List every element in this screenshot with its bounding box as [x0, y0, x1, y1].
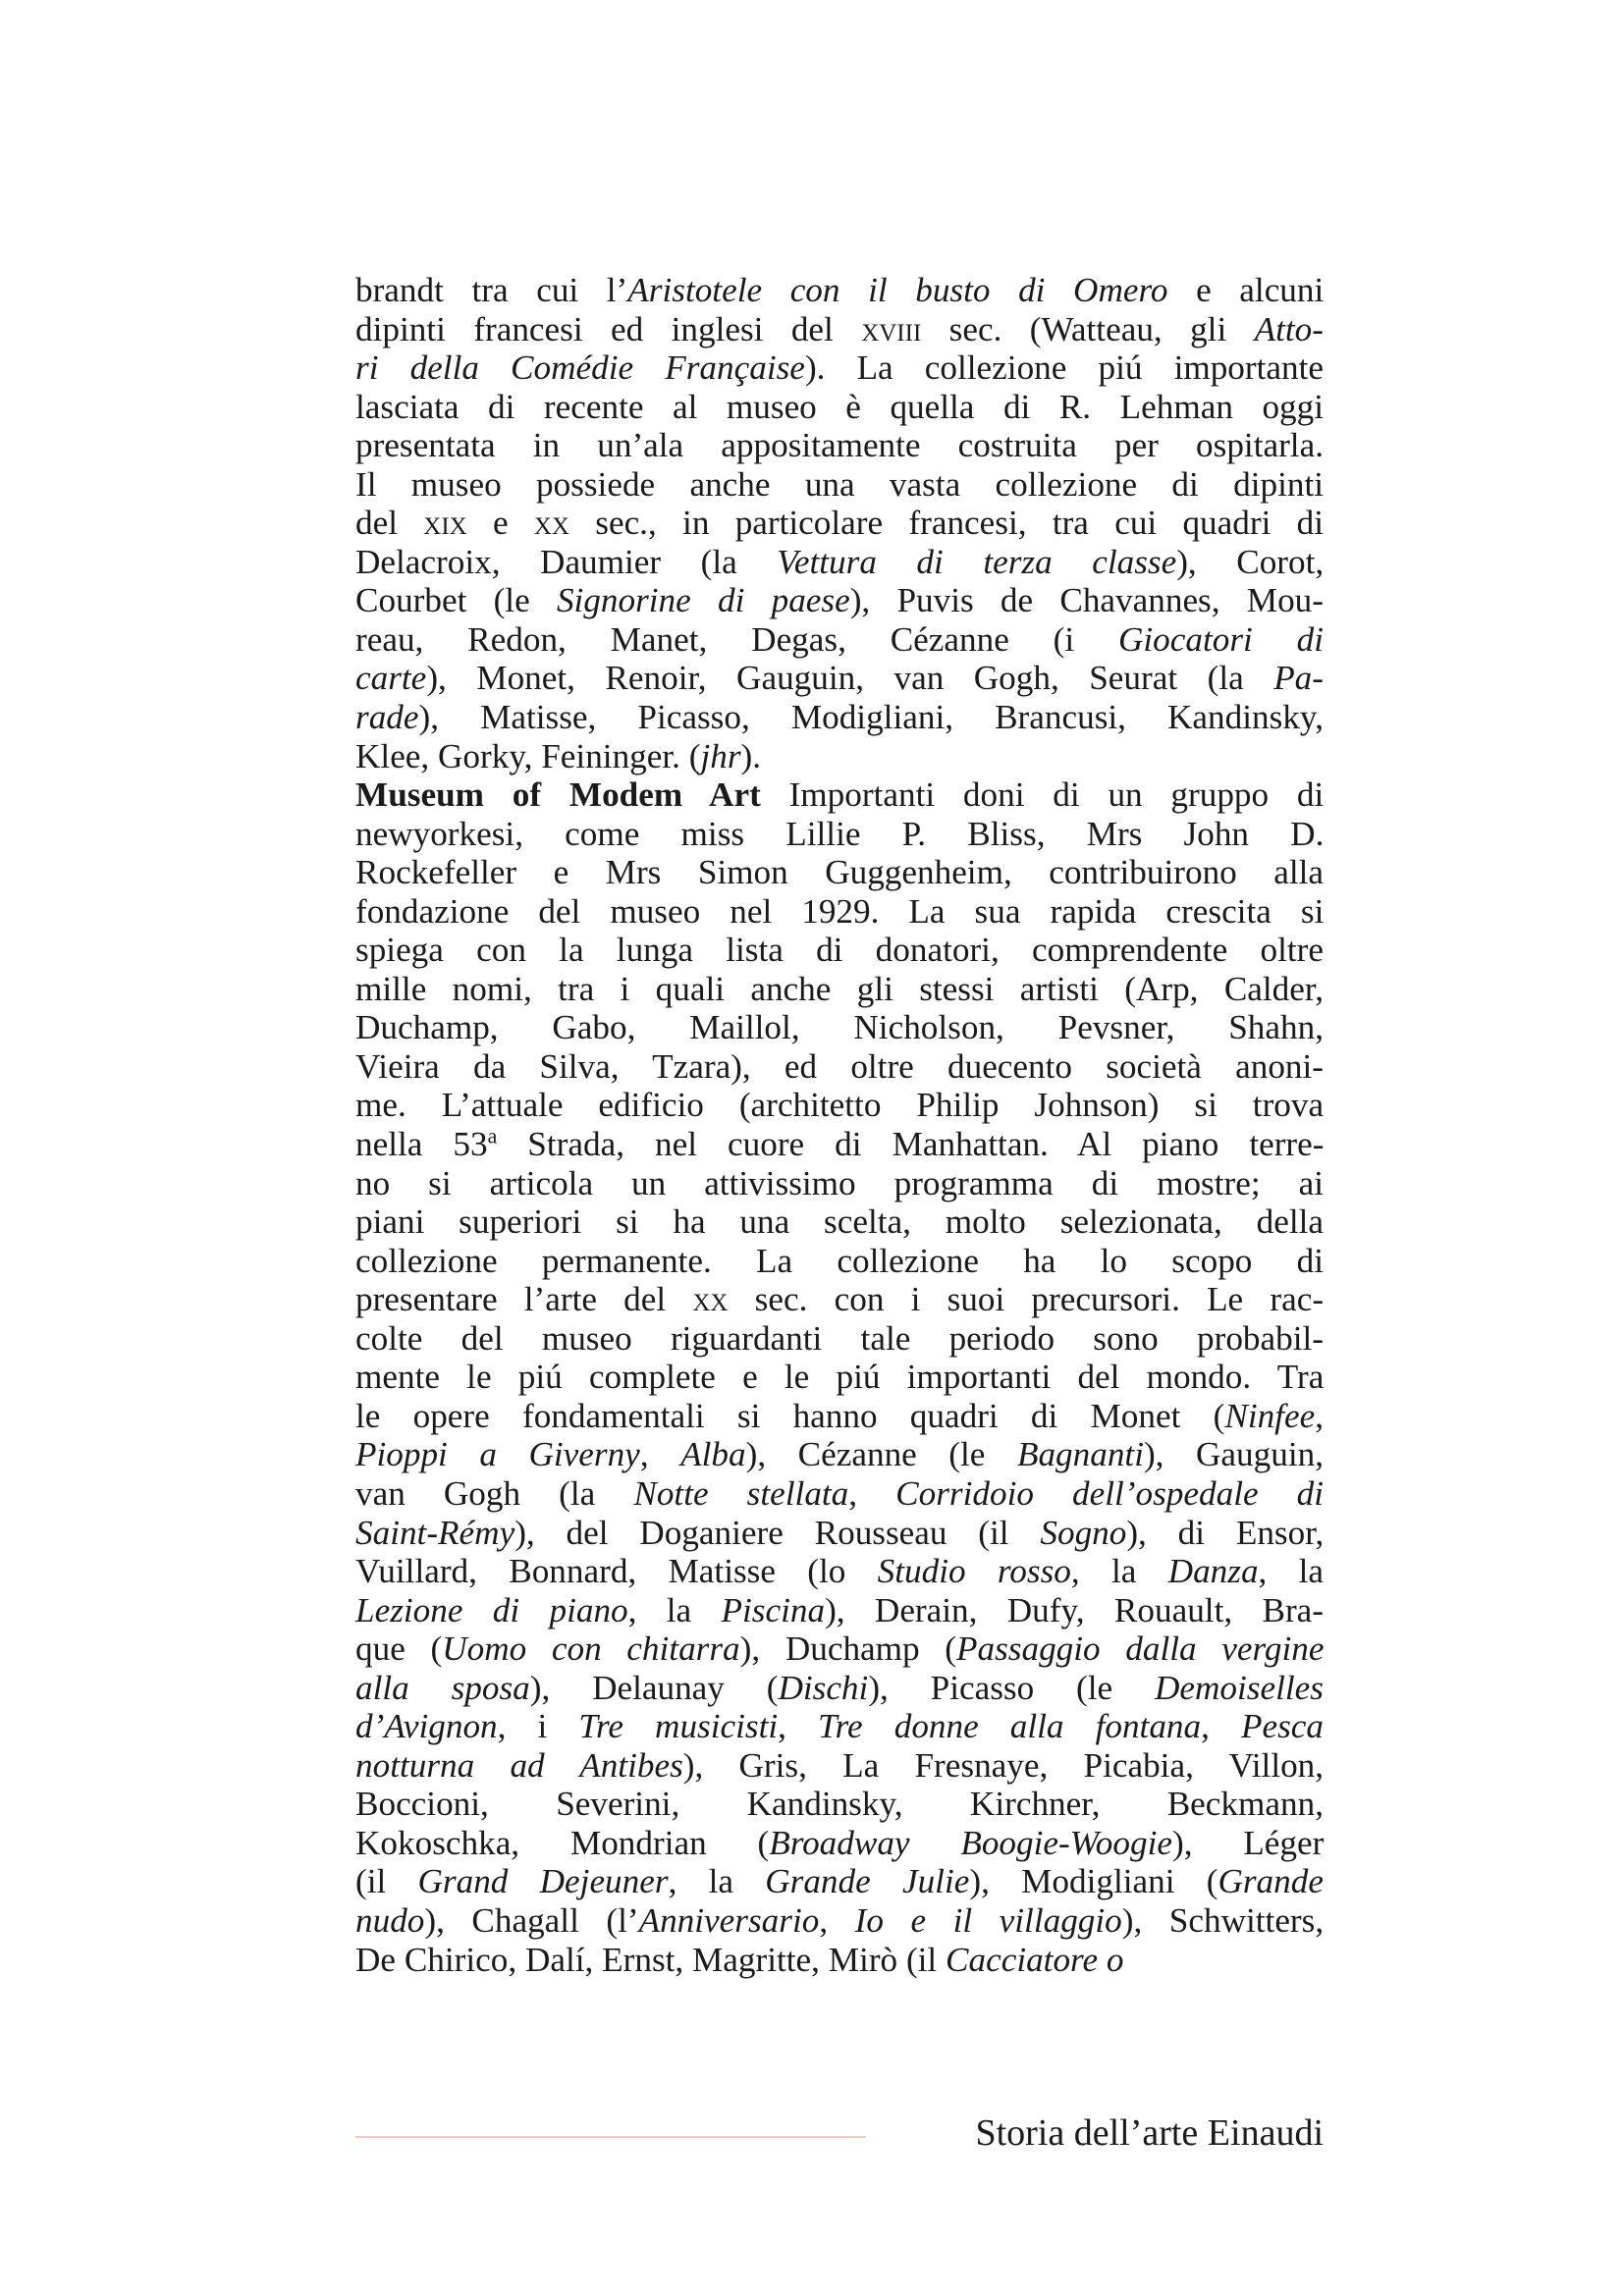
text-line: [355, 659, 1324, 698]
artwork-title: Grand Dejeuner: [417, 1862, 669, 1901]
text-run: xviii: [861, 309, 922, 348]
text-line: [355, 1008, 1324, 1047]
text-run: Kokoschka, Mondrian (: [355, 1823, 770, 1862]
text-run: presentare l’arte del: [355, 1280, 693, 1319]
text-line: [355, 620, 1324, 660]
text-line: [355, 543, 1324, 582]
text-run: presentata in un’ala appositamente costruita per ospitarla.: [355, 426, 1324, 465]
text-run: reau, Redon, Manet, Degas, Cézanne (i: [355, 619, 1118, 659]
artwork-title: Notte stellata: [633, 1473, 849, 1513]
text-run: ), Chagall (l’: [424, 1900, 639, 1940]
text-run: ), Modigliani (: [969, 1862, 1218, 1901]
artwork-title: Tre musicisti: [578, 1707, 779, 1746]
artwork-title: Broadway Boogie-Woogie: [769, 1823, 1172, 1862]
text-run: Strada, nel cuore di Manhattan. Al piano terre-: [497, 1125, 1325, 1164]
text-line: [355, 737, 1324, 776]
text-run: piani superiori si ha una scelta, molto selezionata, della: [355, 1202, 1324, 1242]
text-run: (il: [355, 1862, 418, 1901]
text-line: [355, 1629, 1324, 1669]
artwork-title: Grande Julie: [765, 1862, 970, 1901]
text-run: Boccioni, Severini, Kandinsky, Kirchner, Beckmann,: [355, 1785, 1324, 1824]
text-run: ,: [848, 1473, 896, 1513]
artwork-title: Io e il villaggio: [854, 1900, 1122, 1940]
text-line: [355, 1552, 1324, 1591]
artwork-title: jhr: [700, 736, 741, 775]
text-run: ), Corot,: [1176, 542, 1325, 581]
text-run: sec., in particolare francesi, tra cui quadri di: [568, 504, 1324, 543]
text-run: sec. (Watteau, gli: [921, 309, 1255, 348]
text-run: lasciata di recente al museo è quella di R. Lehman oggi: [355, 387, 1324, 426]
text-run: , la: [668, 1862, 766, 1901]
text-line: [355, 1164, 1324, 1203]
text-run: newyorkesi, come miss Lillie P. Bliss, Mrs John D.: [355, 814, 1325, 853]
footer-rule: [355, 2136, 866, 2138]
text-line: [355, 1862, 1324, 1901]
text-run: spiega con la lunga lista di donatori, comprendente oltre: [355, 931, 1324, 970]
text-line: [355, 348, 1324, 388]
text-run: me. L’attuale edificio (architetto Philip Johnson) si trova: [355, 1086, 1325, 1125]
text-run: ), Monet, Renoir, Gauguin, van Gogh, Seurat (la: [426, 659, 1274, 698]
artwork-title: Giocatori di: [1117, 619, 1325, 659]
text-line: [355, 1435, 1324, 1474]
artwork-title: notturna ad Antibes: [355, 1745, 683, 1785]
text-line: [355, 1397, 1324, 1436]
artwork-title: Pa-: [1273, 659, 1324, 698]
text-run: que (: [355, 1629, 443, 1669]
text-run: ), Duchamp (: [739, 1629, 956, 1669]
text-line: [355, 1280, 1324, 1319]
text-run: brandt tra cui l’: [355, 271, 628, 309]
artwork-title: nudo: [355, 1900, 425, 1940]
text-run: xix: [423, 504, 467, 543]
text-line: [355, 1669, 1324, 1708]
text-run: ), Puvis de Chavannes, Mou-: [849, 581, 1324, 620]
text-line: [355, 1941, 1324, 1980]
section-heading: Museum of Modem Art: [355, 775, 761, 815]
text-run: ).: [740, 736, 762, 775]
text-run: Delacroix, Daumier (la: [355, 542, 778, 581]
text-run: ), Matisse, Picasso, Modigliani, Brancusi, Kandinsky,: [418, 698, 1324, 737]
text-line: [355, 698, 1324, 737]
text-run: ). La collezione piú importante: [804, 348, 1324, 388]
artwork-title: Cacciatore o: [946, 1940, 1124, 1979]
artwork-title: Anniversario: [638, 1900, 820, 1940]
text-line: [355, 931, 1324, 970]
text-run: ), Gris, La Fresnaye, Picabia, Villon,: [682, 1745, 1325, 1785]
text-line: [355, 815, 1324, 854]
artwork-title: Atto-: [1254, 309, 1324, 348]
artwork-title: Aristotele con il busto di Omero: [627, 271, 1168, 309]
text-line: [355, 388, 1324, 427]
text-line: [355, 1047, 1324, 1087]
artwork-title: Danza: [1167, 1552, 1259, 1591]
text-line: [355, 1202, 1324, 1242]
text-line: [355, 271, 1324, 310]
artwork-title: Dischi: [778, 1668, 869, 1707]
text-line: [355, 775, 1324, 815]
text-run: ,: [1201, 1707, 1241, 1746]
artwork-title: Ninfee: [1224, 1396, 1316, 1435]
text-run: ,: [778, 1707, 819, 1746]
text-run: Vieira da Silva, Tzara), ed oltre duecento società anoni-: [355, 1046, 1324, 1086]
artwork-title: Grande: [1217, 1862, 1324, 1901]
artwork-title: Signorine di paese: [556, 581, 850, 620]
text-run: ), Picasso (le: [868, 1668, 1155, 1707]
artwork-title: alla sposa: [355, 1668, 530, 1707]
text-run: , i: [497, 1707, 579, 1746]
body-text: [355, 271, 1324, 1979]
text-run: ), di Ensor,: [1126, 1513, 1325, 1552]
artwork-title: Vettura di terza classe: [777, 542, 1177, 581]
artwork-title: Bagnanti: [1016, 1435, 1144, 1474]
artwork-title: Demoiselles: [1154, 1668, 1324, 1707]
text-line: [355, 1514, 1324, 1553]
text-run: Courbet (le: [355, 581, 557, 620]
text-line: [355, 426, 1324, 465]
text-line: [355, 1358, 1324, 1397]
text-run: ), Delaunay (: [529, 1668, 779, 1707]
artwork-title: Pesca: [1241, 1707, 1325, 1746]
text-run: ), Derain, Dufy, Rouault, Bra-: [825, 1590, 1324, 1629]
text-line: [355, 1086, 1324, 1125]
text-run: e: [466, 504, 534, 543]
text-run: ), Léger: [1172, 1823, 1325, 1862]
text-run: , la: [1070, 1552, 1168, 1591]
artwork-title: Tre donne alla fontana: [818, 1707, 1202, 1746]
text-run: e alcuni: [1167, 271, 1325, 309]
artwork-title: ri della Comédie Française: [355, 348, 805, 388]
text-run: ), del Doganiere Rousseau (il: [514, 1513, 1041, 1552]
artwork-title: Pioppi a Giverny: [355, 1435, 640, 1474]
text-run: , la: [627, 1590, 722, 1629]
text-run: a: [487, 1124, 498, 1148]
text-line: [355, 1242, 1324, 1281]
artwork-title: d’Avignon: [355, 1707, 498, 1746]
footer-label: Storia dell’arte Einaudi: [975, 2112, 1324, 2154]
text-run: xx: [533, 504, 569, 543]
artwork-title: Sogno: [1040, 1513, 1127, 1552]
text-run: fondazione del museo nel 1929. La sua rapida crescita si: [355, 891, 1325, 931]
text-line: [355, 1591, 1324, 1630]
text-run: Duchamp, Gabo, Maillol, Nicholson, Pevsner, Shahn,: [355, 1008, 1324, 1047]
text-run: mille nomi, tra i quali anche gli stessi artisti (Arp, Calder,: [355, 969, 1324, 1008]
artwork-title: rade: [355, 698, 419, 737]
artwork-title: Studio rosso: [877, 1552, 1071, 1591]
text-line: [355, 1319, 1324, 1359]
text-line: [355, 1746, 1324, 1786]
text-line: [355, 310, 1324, 349]
text-line: [355, 1707, 1324, 1746]
text-run: dipinti francesi ed inglesi del: [355, 309, 862, 348]
text-run: Rockefeller e Mrs Simon Guggenheim, contribuirono alla: [355, 853, 1325, 892]
text-line: [355, 1474, 1324, 1514]
text-run: del: [355, 504, 424, 543]
text-run: xx: [692, 1280, 729, 1319]
text-line: [355, 581, 1324, 620]
artwork-title: Corridoio dell’ospedale di: [895, 1473, 1325, 1513]
text-run: ), Gauguin,: [1143, 1435, 1324, 1474]
text-run: ), Schwitters,: [1121, 1900, 1325, 1940]
artwork-title: Saint-Rémy: [355, 1513, 515, 1552]
text-line: [355, 853, 1324, 892]
artwork-title: Alba: [680, 1435, 746, 1474]
text-line: [355, 1125, 1324, 1164]
text-line: [355, 1785, 1324, 1824]
text-run: nella 53: [355, 1125, 488, 1164]
text-run: van Gogh (la: [355, 1473, 634, 1513]
text-line: [355, 1824, 1324, 1863]
text-run: ,: [1315, 1396, 1324, 1435]
text-run: ), Cézanne (le: [745, 1435, 1017, 1474]
text-run: sec. con i suoi precursori. Le rac-: [728, 1280, 1325, 1319]
text-run: Vuillard, Bonnard, Matisse (lo: [355, 1552, 878, 1591]
text-run: no si articola un attivissimo programma di mostre; ai: [355, 1163, 1324, 1202]
artwork-title: Uomo con chitarra: [442, 1629, 740, 1669]
artwork-title: Lezione di piano: [355, 1590, 628, 1629]
artwork-title: Piscina: [721, 1590, 826, 1629]
artwork-title: Passaggio dalla vergine: [956, 1629, 1325, 1669]
text-line: [355, 892, 1324, 932]
text-line: [355, 465, 1324, 505]
text-line: [355, 1901, 1324, 1941]
text-run: mente le piú complete e le piú importanti del mondo. Tra: [355, 1358, 1325, 1397]
text-run: colte del museo riguardanti tale periodo sono probabil-: [355, 1318, 1324, 1358]
text-run: Il museo possiede anche una vasta collezione di dipinti: [355, 464, 1324, 504]
text-line: [355, 970, 1324, 1009]
text-run: ,: [819, 1900, 855, 1940]
artwork-title: carte: [355, 659, 427, 698]
text-run: Importanti doni di un gruppo di: [760, 775, 1325, 815]
text-line: [355, 504, 1324, 543]
text-run: collezione permanente. La collezione ha lo scopo di: [355, 1241, 1324, 1280]
text-run: ,: [639, 1435, 681, 1474]
text-run: De Chirico, Dalí, Ernst, Magritte, Mirò (il: [355, 1940, 947, 1979]
text-run: , la: [1258, 1552, 1325, 1591]
text-run: le opere fondamentali si hanno quadri di Monet (: [355, 1396, 1225, 1435]
text-run: Klee, Gorky, Feininger. (: [355, 736, 701, 775]
